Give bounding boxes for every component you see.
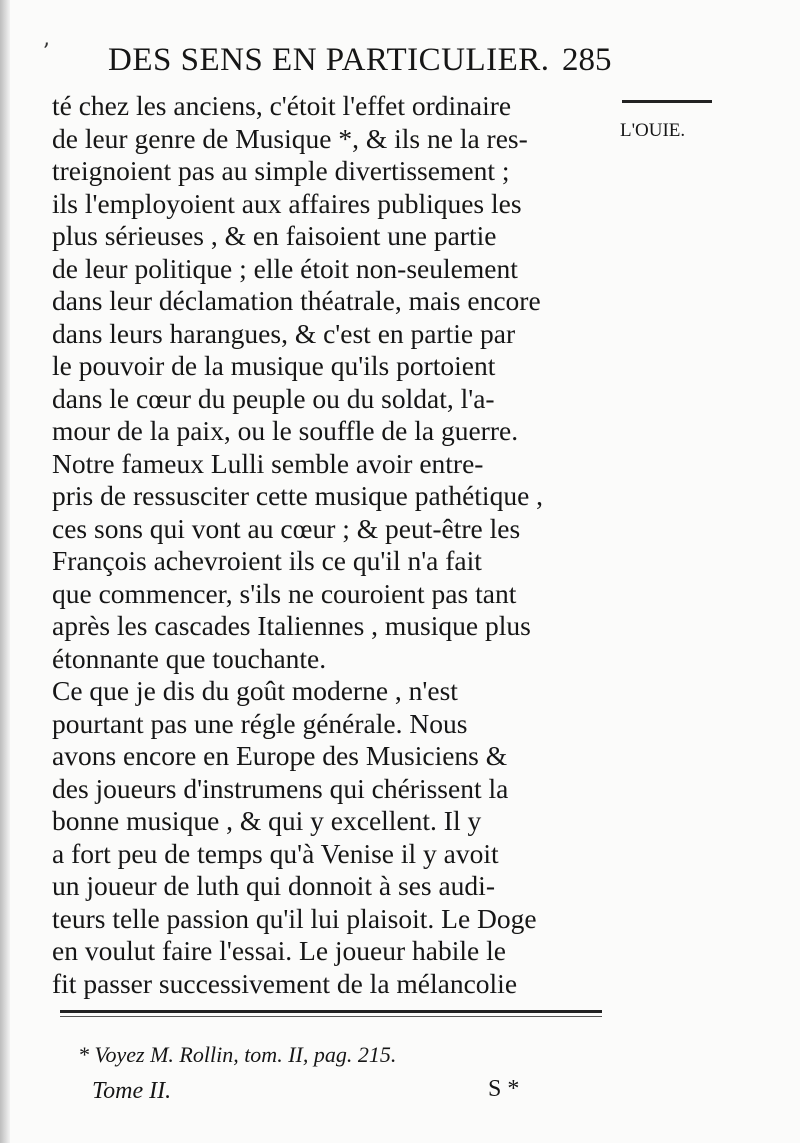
text-line: a fort peu de temps qu'à Venise il y avoit [52,837,499,869]
running-head: DES SENS EN PARTICULIER. [108,42,550,78]
text-line: dans le cœur du peuple ou du soldat, l'a- [52,382,495,414]
volume-label: Tome II. [92,1078,172,1104]
text-line: mour de la paix, ou le souffle de la guerre. [52,415,519,446]
text-line: plus sérieuses , & en faisoient une partie [52,220,497,251]
text-line: de leur politique ; elle étoit non-seulement [52,252,518,284]
text-line: un joueur de luth qui donnoit à ses audi- [52,870,495,901]
margin-note: L'OUIE. [620,120,686,141]
text-line: ces sons qui vont au cœur ; & peut-être les [52,512,521,544]
text-line: après les cascades Italiennes , musique plus [52,610,531,641]
footnote: * Voyez M. Rollin, tom. II, pag. 215. [78,1042,397,1067]
footnote-rule [60,1010,602,1013]
text-line: François achevroient ils ce qu'il n'a fait [52,545,482,576]
text-line: en voulut faire l'essai. Le joueur habile le [52,935,506,966]
text-line: fit passer successivement de la mélancolie [52,967,518,999]
text-line: té chez les anciens, c'étoit l'effet ordinaire [52,90,512,121]
text-line: dans leur déclamation théatrale, mais encore [52,285,541,316]
signature-mark: S * [488,1076,520,1102]
text-line: Ce que je dis du goût moderne , n'est [52,675,458,706]
page-number: 285 [562,42,612,78]
text-line: pris de ressusciter cette musique pathétique , [52,480,544,511]
text-line: avons encore en Europe des Musiciens & [52,740,508,771]
text-line: teurs telle passion qu'il lui plaisoit. Le Doge [52,902,537,934]
text-line: Notre fameux Lulli semble avoir entre- [52,447,484,479]
text-line: dans leurs harangues, & c'est en partie par [52,317,516,349]
header-mark: ʼ [42,40,49,65]
text-line: ils l'employoient aux affaires publiques les [52,187,522,219]
page-binding-edge [0,0,10,1143]
text-line: pourtant pas une régle générale. Nous [52,707,468,739]
text-line: bonne musique , & qui y excellent. Il y [52,805,482,836]
text-line: treignoient pas au simple divertissement ; [52,155,510,186]
text-line: des joueurs d'instrumens qui chérissent la [52,772,509,804]
text-line: le pouvoir de la musique qu'ils portoient [52,350,496,381]
text-line: de leur genre de Musique *, & ils ne la res- [52,122,528,154]
text-line: que commencer, s'ils ne couroient pas tant [52,577,517,609]
body-text [52,90,612,1000]
text-line: étonnante que touchante. [52,642,327,674]
footnote-rule-thin [60,1016,602,1017]
margin-rule [622,100,712,103]
